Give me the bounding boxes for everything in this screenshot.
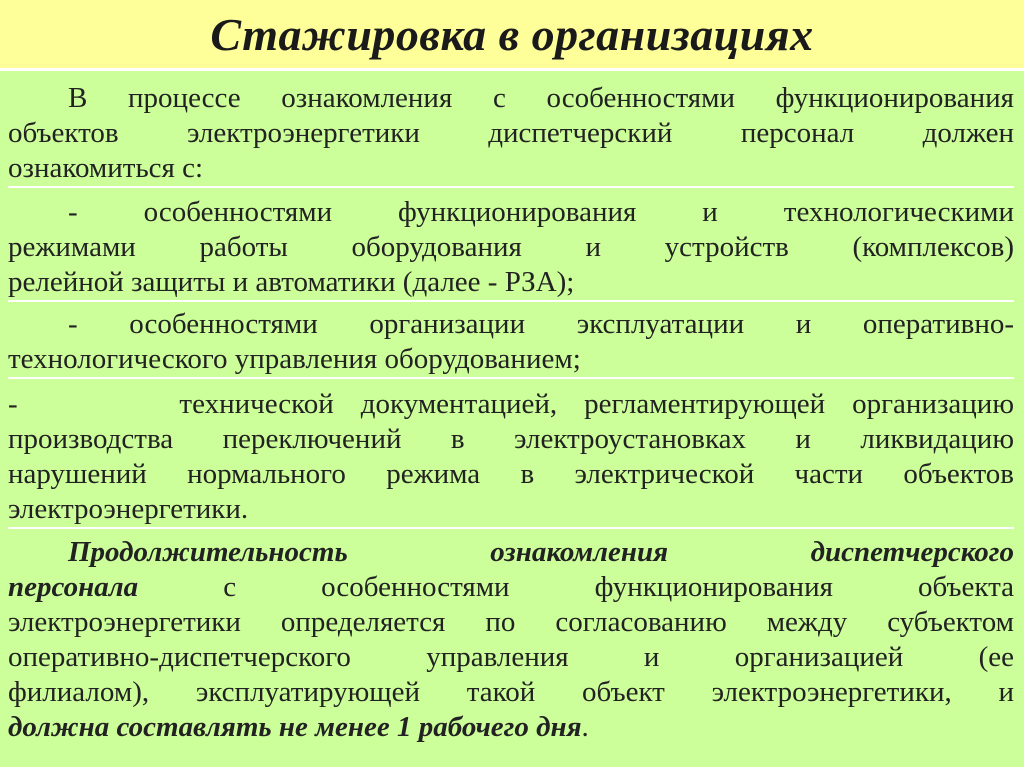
paragraph-item-2 xyxy=(8,307,1014,379)
paragraph-item-1 xyxy=(8,195,1014,302)
text-line: нарушений нормального режима в электрической части объектов xyxy=(8,458,1014,490)
text-line: режимами работы оборудования и устройств (комплексов) xyxy=(8,231,1014,263)
text-line: - особенностями функционирования и технологическими xyxy=(68,196,1014,228)
text-line: электроэнергетики. xyxy=(8,493,249,525)
text-line: электроэнергетики определяется по согласованию между субъектом xyxy=(8,606,1014,638)
duration-emphasis: Продолжительность ознакомления диспетчерского xyxy=(68,536,1014,568)
text-line: релейной защиты и автоматики (далее - РЗА); xyxy=(8,266,575,298)
text-line xyxy=(8,570,1014,605)
text-line xyxy=(8,710,1014,745)
text-segment: . xyxy=(581,711,589,743)
paragraph-intro xyxy=(8,81,1014,188)
text-line: оперативно-диспетчерского управления и организацией (ее xyxy=(8,641,1014,673)
minimum-duration-emphasis: должна составлять не менее 1 рабочего дня xyxy=(8,711,582,743)
text-line: В процессе ознакомления с особенностями функционирования xyxy=(68,82,1014,114)
text-line: объектов электроэнергетики диспетчерский персонал должен xyxy=(8,117,1014,149)
personnel-emphasis: персонала xyxy=(8,571,139,603)
slide-title: Стажировка в организациях xyxy=(210,8,814,60)
text-line: филиалом), эксплуатирующей такой объект электроэнергетики, и xyxy=(8,676,1014,708)
text-segment: с особенностями функционирования объекта xyxy=(138,571,1014,603)
paragraph-item-3 xyxy=(8,387,1014,529)
title-bar xyxy=(0,0,1024,71)
slide-body xyxy=(0,71,1024,767)
paragraph-duration xyxy=(8,535,1014,745)
text-line: технологического управления оборудованием; xyxy=(8,343,581,375)
text-line: - технической документацией, регламентирующей организацию xyxy=(8,388,1014,420)
text-line: производства переключений в электроустановках и ликвидацию xyxy=(8,423,1014,455)
text-line: ознакомиться с: xyxy=(8,152,204,184)
text-line: - особенностями организации эксплуатации и оперативно- xyxy=(68,308,1014,340)
